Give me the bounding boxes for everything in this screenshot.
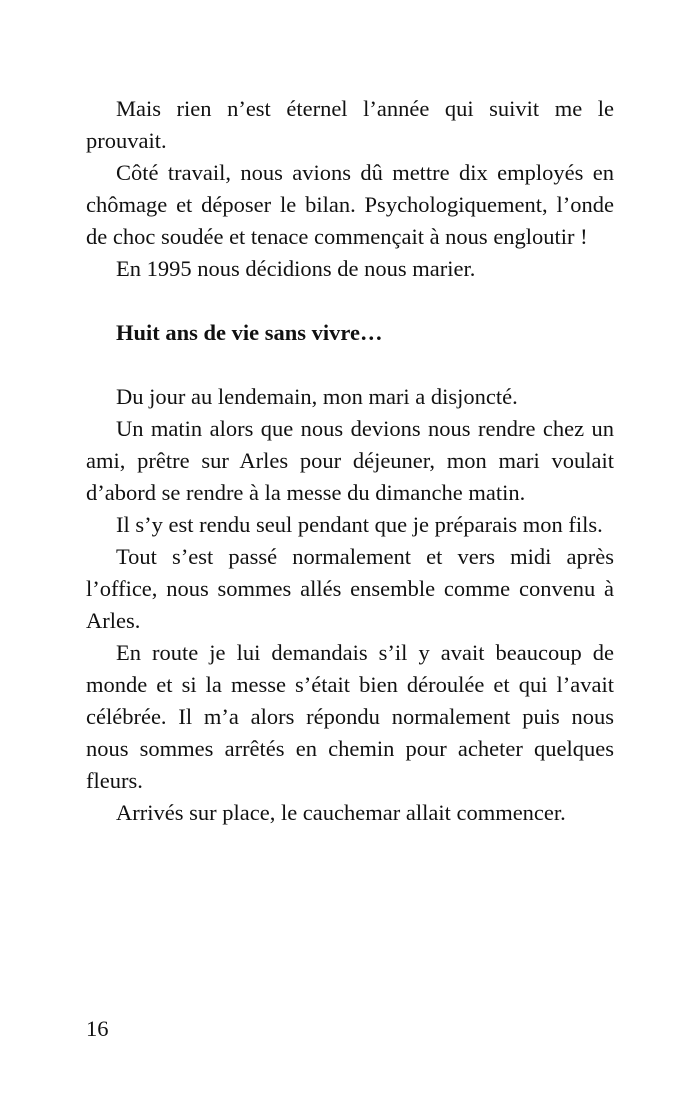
blank-line [86,285,614,317]
blank-line [86,349,614,381]
section-heading: Huit ans de vie sans vivre… [116,320,383,345]
paragraph: Il s’y est rendu seul pendant que je préparais mon fils. [116,512,603,537]
paragraph: Côté travail, nous avions dû mettre dix employés en chômage et déposer le bilan. Psychologiquement, l’onde de choc soudée et tenace commençait à nous engloutir ! [86,160,614,249]
paragraph: En route je lui demandais s’il y avait beaucoup de monde et si la messe s’était bien déroulée et qui l’avait célébrée. Il m’a alors répondu normalement puis nous nous sommes arrêtés en chemin pour acheter quelques fleurs. [86,640,614,793]
paragraph: En 1995 nous décidions de nous marier. [116,256,476,281]
page-body [86,93,614,829]
paragraph: Mais rien n’est éternel l’année qui suivit me le prouvait. [86,96,614,153]
paragraph: Arrivés sur place, le cauchemar allait commencer. [116,800,566,825]
paragraph: Tout s’est passé normalement et vers midi après l’office, nous sommes allés ensemble comme convenu à Arles. [86,544,614,633]
paragraph: Du jour au lendemain, mon mari a disjoncté. [116,384,518,409]
page-number: 16 [86,1016,109,1041]
paragraph: Un matin alors que nous devions nous rendre chez un ami, prêtre sur Arles pour déjeuner, mon mari voulait d’abord se rendre à la messe du dimanche matin. [86,416,614,505]
